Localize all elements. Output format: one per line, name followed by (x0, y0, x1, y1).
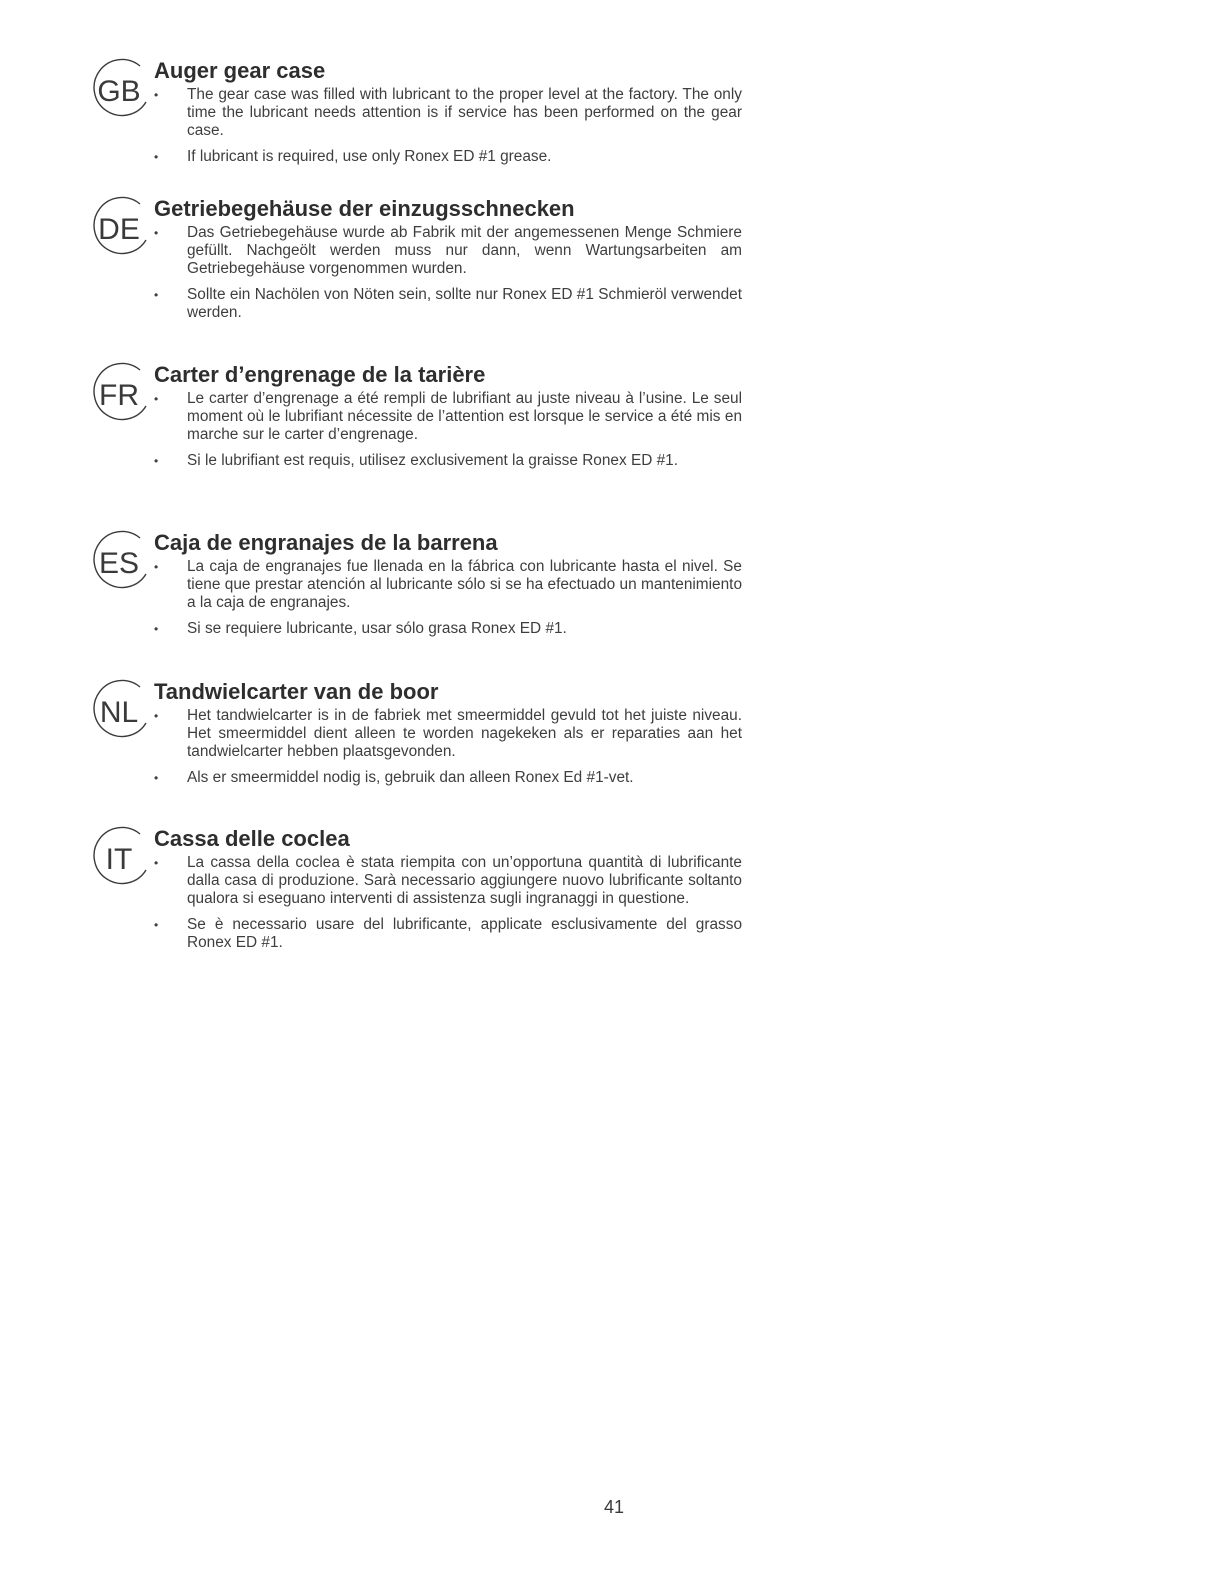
svg-text:IT: IT (105, 843, 133, 876)
language-badge-it-icon (88, 826, 152, 890)
list-item (150, 286, 742, 322)
section-title: Carter d’engrenage de la tarière (154, 362, 486, 387)
list-item-text: La caja de engranajes fue llenada en la fábrica con lubricante hasta el nivel. Se tiene que prestar atención al lubricante sólo si se ha efectuado un mantenimiento a la caja de engranajes. (187, 558, 742, 611)
bullet-list (150, 224, 742, 330)
language-badge-nl-icon (88, 679, 152, 743)
list-item-text: La cassa della coclea è stata riempita con un’opportuna quantità di lubrificante dalla casa di produzione. Sarà necessario aggiungere nuovo lubrificante soltanto qualora si eseguano interventi di assistenza sugli ingranaggi in questione. (187, 854, 742, 907)
section-title: Caja de engranajes de la barrena (154, 530, 498, 555)
language-badge-es-icon (88, 530, 152, 594)
bullet-icon: • (154, 622, 159, 636)
list-item (150, 916, 742, 952)
bullet-icon: • (154, 226, 159, 240)
list-item-text: Sollte ein Nachölen von Nöten sein, sollte nur Ronex ED #1 Schmieröl verwendet werden. (187, 286, 742, 321)
list-item (150, 558, 742, 612)
list-item-text: Het tandwielcarter is in de fabriek met smeermiddel gevuld tot het juiste niveau. Het smeermiddel dient alleen te worden nagekeken als er reparaties aan het tandwielcarter hebben plaatsgevonden. (187, 707, 742, 760)
bullet-icon: • (154, 560, 159, 574)
svg-text:DE: DE (98, 213, 140, 246)
bullet-icon: • (154, 709, 159, 723)
list-item-text: Als er smeermiddel nodig is, gebruik dan alleen Ronex Ed #1-vet. (187, 769, 634, 786)
svg-text:FR: FR (99, 379, 139, 412)
bullet-list (150, 707, 742, 795)
bullet-icon: • (154, 918, 159, 932)
list-item (150, 452, 742, 470)
list-item-text: Si se requiere lubricante, usar sólo grasa Ronex ED #1. (187, 620, 567, 637)
language-badge-fr-icon (88, 362, 152, 426)
bullet-icon: • (154, 392, 159, 406)
bullet-icon: • (154, 454, 159, 468)
list-item-text: Si le lubrifiant est requis, utilisez exclusivement la graisse Ronex ED #1. (187, 452, 679, 469)
list-item (150, 620, 742, 638)
list-item (150, 224, 742, 278)
bullet-icon: • (154, 771, 159, 785)
list-item (150, 707, 742, 761)
svg-text:GB: GB (97, 75, 141, 108)
list-item-text: Das Getriebegehäuse wurde ab Fabrik mit der angemessenen Menge Schmiere gefüllt. Nachgeölt werden muss nur dann, wenn Wartungsarbeiten am Getriebegehäuse vorgenommen wurden. (187, 224, 742, 277)
list-item-text: The gear case was filled with lubricant to the proper level at the factory. The only time the lubricant needs attention is if service has been performed on the gear case. (187, 86, 742, 139)
bullet-icon: • (154, 88, 159, 102)
section-title: Auger gear case (154, 58, 326, 83)
list-item-text: If lubricant is required, use only Ronex ED #1 grease. (187, 148, 552, 165)
bullet-icon: • (154, 150, 159, 164)
list-item (150, 86, 742, 140)
list-item (150, 769, 742, 787)
page-number: 41 (604, 1497, 625, 1517)
language-badge-de-icon (88, 196, 152, 260)
bullet-icon: • (154, 288, 159, 302)
bullet-list (150, 390, 742, 478)
section-title: Cassa delle coclea (154, 826, 350, 851)
list-item-text: Se è necessario usare del lubrificante, applicate esclusivamente del grasso Ronex ED #1. (187, 916, 742, 951)
language-badge-gb-icon (88, 58, 152, 122)
section-title: Tandwielcarter van de boor (154, 679, 439, 704)
bullet-list (150, 558, 742, 646)
section-title: Getriebegehäuse der einzugsschnecken (154, 196, 575, 221)
bullet-list (150, 854, 742, 960)
list-item (150, 390, 742, 444)
list-item-text: Le carter d’engrenage a été rempli de lubrifiant au juste niveau à l’usine. Le seul moment où le lubrifiant nécessite de l’attention est lorsque le service a été mis en marche sur le carter d’engrenage. (187, 390, 742, 443)
svg-text:NL: NL (99, 696, 139, 729)
list-item (150, 148, 742, 166)
list-item (150, 854, 742, 908)
bullet-list (150, 86, 742, 174)
svg-text:ES: ES (98, 547, 140, 580)
bullet-icon: • (154, 856, 159, 870)
